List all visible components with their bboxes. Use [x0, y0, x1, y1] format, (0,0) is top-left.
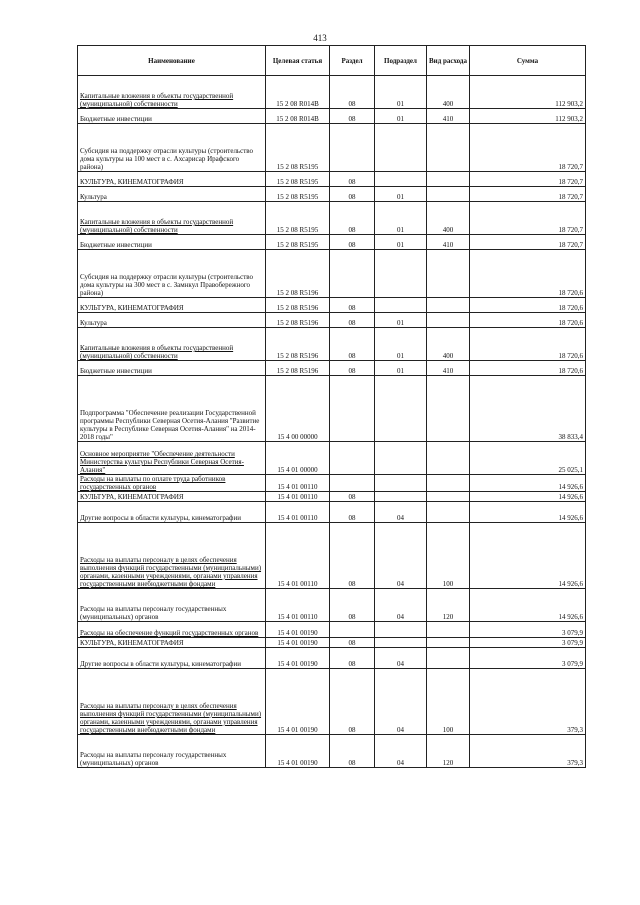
- row-sum: 379,3: [470, 669, 586, 735]
- row-name: КУЛЬТУРА, КИНЕМАТОГРАФИЯ: [78, 298, 266, 313]
- row-subsection: 04: [375, 502, 427, 523]
- page-number: 413: [313, 33, 327, 43]
- table-header-row: [78, 46, 586, 76]
- row-name: Капитальные вложения в объекты государственной (муниципальной) собственности: [78, 328, 266, 361]
- row-section: 08: [330, 187, 375, 202]
- row-subsection: [375, 172, 427, 187]
- row-section: 08: [330, 172, 375, 187]
- table-row: [78, 172, 586, 187]
- row-subsection: [375, 622, 427, 638]
- row-sum: 18 720,7: [470, 235, 586, 250]
- table-row: [78, 202, 586, 235]
- table-row: [78, 124, 586, 172]
- row-sum: 379,3: [470, 735, 586, 768]
- table-row: [78, 492, 586, 502]
- table-row: [78, 502, 586, 523]
- row-name: Расходы на выплаты персоналу в целях обеспечения выполнения функций государственными (муниципальными) органами, казенными учреждениями, органами управления государственными внебюджетными фондами: [78, 523, 266, 589]
- row-section: [330, 250, 375, 298]
- row-name: Капитальные вложения в объекты государственной (муниципальной) собственности: [78, 202, 266, 235]
- row-article: 15 2 08 R5196: [266, 298, 330, 313]
- row-article: 15 2 08 R5196: [266, 328, 330, 361]
- row-name: КУЛЬТУРА, КИНЕМАТОГРАФИЯ: [78, 172, 266, 187]
- row-name: Другие вопросы в области культуры, кинематографии: [78, 648, 266, 669]
- row-expense-type: 100: [427, 523, 470, 589]
- row-name: Основное мероприятие "Обеспечение деятельности Министерства культуры Республики Северная Осетия-Алания": [78, 442, 266, 475]
- row-article: 15 4 01 00190: [266, 638, 330, 648]
- row-article: 15 2 08 R014B: [266, 76, 330, 109]
- row-article: 15 4 01 00110: [266, 492, 330, 502]
- row-expense-type: [427, 172, 470, 187]
- row-section: 08: [330, 328, 375, 361]
- row-article: 15 4 00 00000: [266, 376, 330, 442]
- row-expense-type: [427, 492, 470, 502]
- row-subsection: 04: [375, 589, 427, 622]
- row-section: [330, 376, 375, 442]
- row-expense-type: [427, 648, 470, 669]
- table-row: [78, 622, 586, 638]
- row-subsection: [375, 442, 427, 475]
- row-subsection: 01: [375, 328, 427, 361]
- row-article: 15 4 01 00190: [266, 622, 330, 638]
- row-article: 15 4 01 00110: [266, 589, 330, 622]
- row-sum: 18 720,6: [470, 298, 586, 313]
- row-sum: 14 926,6: [470, 502, 586, 523]
- row-subsection: 01: [375, 361, 427, 376]
- row-section: [330, 475, 375, 492]
- row-article: 15 4 01 00110: [266, 523, 330, 589]
- row-expense-type: [427, 638, 470, 648]
- row-section: 08: [330, 235, 375, 250]
- header-subsection: Подраздел: [375, 46, 427, 76]
- row-article: 15 2 08 R5195: [266, 235, 330, 250]
- header-name: Наименование: [78, 46, 266, 76]
- row-article: 15 2 08 R5195: [266, 202, 330, 235]
- row-section: 08: [330, 202, 375, 235]
- row-name: Подпрограмма "Обеспечение реализации Государственной программы Республики Северная Осетия-Алания "Развитие культуры в Республике Северная Осетия-Алания" на 2014-2018 годы": [78, 376, 266, 442]
- row-section: 08: [330, 76, 375, 109]
- row-sum: 14 926,6: [470, 523, 586, 589]
- row-expense-type: [427, 442, 470, 475]
- table-row: [78, 669, 586, 735]
- row-name: Расходы на выплаты персоналу государственных (муниципальных) органов: [78, 735, 266, 768]
- row-article: 15 2 08 R014B: [266, 109, 330, 124]
- row-name: Бюджетные инвестиции: [78, 361, 266, 376]
- row-sum: 14 926,6: [470, 492, 586, 502]
- row-section: 08: [330, 492, 375, 502]
- row-expense-type: 400: [427, 202, 470, 235]
- row-subsection: 01: [375, 313, 427, 328]
- row-section: 08: [330, 523, 375, 589]
- header-sum: Сумма: [470, 46, 586, 76]
- header-article: Целевая статья: [266, 46, 330, 76]
- table-row: [78, 376, 586, 442]
- row-subsection: [375, 376, 427, 442]
- row-expense-type: [427, 124, 470, 172]
- table-row: [78, 735, 586, 768]
- row-expense-type: [427, 313, 470, 328]
- row-article: 15 2 08 R5196: [266, 361, 330, 376]
- row-sum: 3 079,9: [470, 648, 586, 669]
- row-section: 08: [330, 589, 375, 622]
- row-name: Капитальные вложения в объекты государственной (муниципальной) собственности: [78, 76, 266, 109]
- row-section: [330, 622, 375, 638]
- row-expense-type: [427, 187, 470, 202]
- row-expense-type: 400: [427, 328, 470, 361]
- row-subsection: 01: [375, 187, 427, 202]
- table-row: [78, 442, 586, 475]
- row-expense-type: [427, 376, 470, 442]
- row-name: Расходы на выплаты персоналу государственных (муниципальных) органов: [78, 589, 266, 622]
- row-article: 15 2 08 R5196: [266, 313, 330, 328]
- row-sum: 18 720,7: [470, 172, 586, 187]
- row-name: КУЛЬТУРА, КИНЕМАТОГРАФИЯ: [78, 492, 266, 502]
- table-row: [78, 523, 586, 589]
- row-section: [330, 442, 375, 475]
- row-article: 15 4 01 00190: [266, 735, 330, 768]
- row-section: [330, 124, 375, 172]
- row-sum: 3 079,9: [470, 638, 586, 648]
- row-subsection: 04: [375, 648, 427, 669]
- table-row: [78, 475, 586, 492]
- row-article: 15 2 08 R5195: [266, 124, 330, 172]
- table-row: [78, 76, 586, 109]
- row-name: Расходы на выплаты по оплате труда работников государственных органов: [78, 475, 266, 492]
- row-subsection: [375, 492, 427, 502]
- row-subsection: 01: [375, 235, 427, 250]
- row-section: 08: [330, 313, 375, 328]
- row-section: 08: [330, 669, 375, 735]
- row-section: 08: [330, 109, 375, 124]
- row-section: 08: [330, 638, 375, 648]
- row-article: 15 2 08 R5195: [266, 187, 330, 202]
- table-row: [78, 328, 586, 361]
- row-article: 15 2 08 R5196: [266, 250, 330, 298]
- row-article: 15 4 01 00110: [266, 502, 330, 523]
- row-subsection: 01: [375, 76, 427, 109]
- header-expense-type: Вид расхода: [427, 46, 470, 76]
- table-row: [78, 638, 586, 648]
- row-expense-type: 410: [427, 109, 470, 124]
- row-section: 08: [330, 361, 375, 376]
- row-section: 08: [330, 298, 375, 313]
- row-subsection: [375, 250, 427, 298]
- row-name: Субсидия на поддержку отрасли культуры (строительство дома культуры на 100 мест в с. Ахсарисар Ирафского района): [78, 124, 266, 172]
- row-name: Культура: [78, 187, 266, 202]
- row-sum: 14 926,6: [470, 475, 586, 492]
- row-article: 15 2 08 R5195: [266, 172, 330, 187]
- row-expense-type: 400: [427, 76, 470, 109]
- row-sum: 18 720,6: [470, 328, 586, 361]
- row-subsection: 04: [375, 669, 427, 735]
- table-row: [78, 109, 586, 124]
- row-article: 15 4 01 00000: [266, 442, 330, 475]
- row-sum: 18 720,7: [470, 124, 586, 172]
- row-sum: 18 720,6: [470, 361, 586, 376]
- row-name: Культура: [78, 313, 266, 328]
- table-row: [78, 235, 586, 250]
- row-subsection: [375, 124, 427, 172]
- row-expense-type: [427, 622, 470, 638]
- row-expense-type: [427, 502, 470, 523]
- row-subsection: [375, 638, 427, 648]
- row-subsection: [375, 475, 427, 492]
- row-expense-type: 100: [427, 669, 470, 735]
- budget-table: [77, 45, 586, 768]
- row-article: 15 4 01 00190: [266, 648, 330, 669]
- row-subsection: 04: [375, 735, 427, 768]
- table-row: [78, 298, 586, 313]
- row-subsection: 01: [375, 109, 427, 124]
- row-sum: 3 079,9: [470, 622, 586, 638]
- row-name: Расходы на обеспечение функций государственных органов: [78, 622, 266, 638]
- table-row: [78, 648, 586, 669]
- table-row: [78, 187, 586, 202]
- row-expense-type: 410: [427, 361, 470, 376]
- row-expense-type: 120: [427, 589, 470, 622]
- row-subsection: [375, 298, 427, 313]
- row-subsection: 01: [375, 202, 427, 235]
- row-name: Субсидия на поддержку отрасли культуры (строительство дома культуры на 300 мест в с. Замнкул Правобережного района): [78, 250, 266, 298]
- row-expense-type: [427, 298, 470, 313]
- table-row: [78, 361, 586, 376]
- row-name: КУЛЬТУРА, КИНЕМАТОГРАФИЯ: [78, 638, 266, 648]
- row-section: 08: [330, 735, 375, 768]
- row-name: Бюджетные инвестиции: [78, 235, 266, 250]
- row-sum: 38 833,4: [470, 376, 586, 442]
- table-row: [78, 250, 586, 298]
- row-article: 15 4 01 00190: [266, 669, 330, 735]
- row-sum: 14 926,6: [470, 589, 586, 622]
- row-sum: 112 903,2: [470, 109, 586, 124]
- row-name: Бюджетные инвестиции: [78, 109, 266, 124]
- row-article: 15 4 01 00110: [266, 475, 330, 492]
- table-row: [78, 589, 586, 622]
- row-section: 08: [330, 502, 375, 523]
- row-sum: 25 025,1: [470, 442, 586, 475]
- row-name: Расходы на выплаты персоналу в целях обеспечения выполнения функций государственными (муниципальными) органами, казенными учреждениями, органами управления государственными внебюджетными фондами: [78, 669, 266, 735]
- row-sum: 18 720,6: [470, 313, 586, 328]
- row-sum: 18 720,6: [470, 250, 586, 298]
- row-sum: 112 903,2: [470, 76, 586, 109]
- row-expense-type: [427, 475, 470, 492]
- table-row: [78, 313, 586, 328]
- row-expense-type: [427, 250, 470, 298]
- row-expense-type: 410: [427, 235, 470, 250]
- row-sum: 18 720,7: [470, 202, 586, 235]
- header-section: Раздел: [330, 46, 375, 76]
- row-subsection: 04: [375, 523, 427, 589]
- row-section: 08: [330, 648, 375, 669]
- row-name: Другие вопросы в области культуры, кинематографии: [78, 502, 266, 523]
- row-expense-type: 120: [427, 735, 470, 768]
- row-sum: 18 720,7: [470, 187, 586, 202]
